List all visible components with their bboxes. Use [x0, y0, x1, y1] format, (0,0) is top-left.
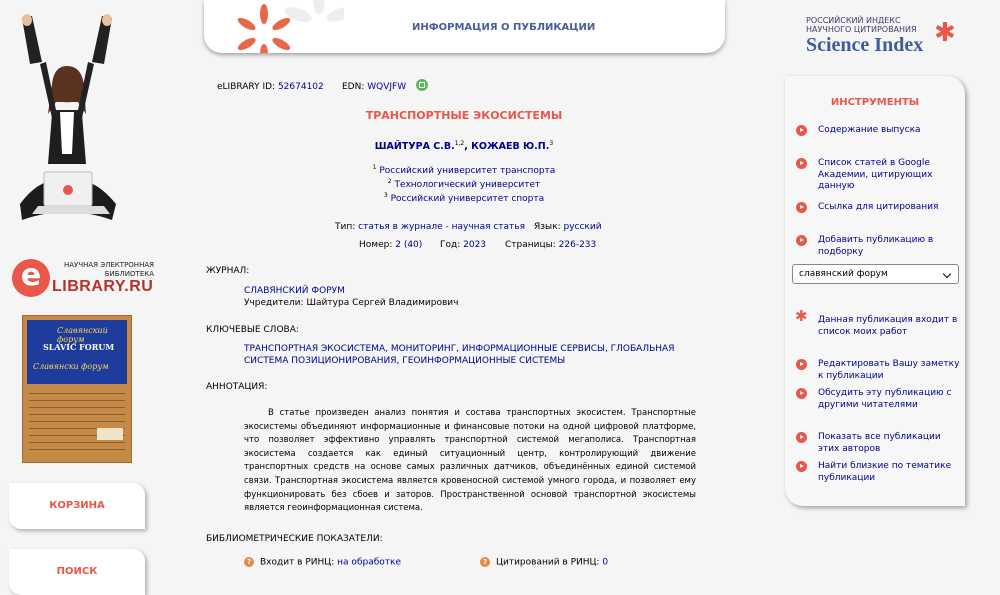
elibrary-logo[interactable]	[12, 259, 152, 299]
science-index-caption-line1: РОССИЙСКИЙ ИНДЕКС	[806, 16, 901, 25]
page-title: ИНФОРМАЦИЯ О ПУБЛИКАЦИИ	[412, 22, 596, 33]
science-index-name: Science Index	[806, 34, 924, 56]
citations-row	[480, 557, 608, 568]
year-label: Год:	[440, 240, 461, 250]
tool-label[interactable]: Ссылка для цитирования	[818, 202, 939, 212]
affiliation-2	[204, 178, 724, 190]
elibrary-id-row	[217, 82, 324, 92]
journal-section-label: ЖУРНАЛ:	[206, 266, 250, 276]
elibrary-id-value: 52674102	[277, 82, 324, 92]
affiliation-2-name[interactable]: Технологический университет	[394, 180, 541, 190]
affiliation-3	[204, 192, 724, 204]
journal-cover-image[interactable]	[23, 316, 131, 462]
help-icon[interactable]: ?	[244, 557, 254, 567]
year-row	[440, 240, 486, 250]
affiliation-3-num: 3	[383, 192, 388, 199]
tool-label[interactable]: Данная публикация входит в список моих работ	[818, 315, 958, 337]
tool-label[interactable]: Содержание выпуска	[818, 125, 921, 135]
arrow-bullet-icon	[796, 202, 807, 213]
elibrary-caption: НАУЧНАЯ ЭЛЕКТРОННАЯ БИБЛИОТЕКА	[64, 261, 154, 278]
affiliation-3-name[interactable]: Российский университет спорта	[390, 194, 545, 204]
number-row	[359, 240, 422, 250]
keywords-list[interactable]: ТРАНСПОРТНАЯ ЭКОСИСТЕМА, МОНИТОРИНГ, ИНФОРМАЦИОННЫЕ СЕРВИСЫ, ГЛОБАЛЬНАЯ СИСТЕМА ПОЗИЦИОНИРОВАНИЯ, ГЕОИНФОРМАЦИОННЫЕ СИСТЕМЫ	[244, 344, 675, 366]
publication-title: ТРАНСПОРТНЫЕ ЭКОСИСТЕМЫ	[365, 109, 563, 122]
tool-label[interactable]: Добавить публикацию в подборку	[818, 235, 934, 257]
flower-decoration-icon	[224, 0, 344, 53]
arrow-bullet-icon	[796, 461, 807, 472]
author1-sup: 1,2	[454, 140, 465, 147]
affiliation-1-num: 1	[372, 164, 377, 171]
science-index-logo[interactable]	[806, 16, 966, 60]
rinc-row	[244, 557, 401, 568]
elibrary-e-icon: e	[12, 259, 50, 297]
cover-label-box	[97, 428, 123, 440]
journal-name-link[interactable]: СЛАВЯНСКИЙ ФОРУМ	[244, 286, 345, 296]
arrow-bullet-icon	[796, 359, 807, 370]
arrow-bullet-icon	[796, 388, 807, 399]
left-column	[0, 0, 190, 575]
tools-title: ИНСТРУМЕНТЫ	[830, 97, 920, 108]
annotation-section-label: АННОТАЦИЯ:	[206, 382, 268, 392]
cover-line-1: Славянский форум	[57, 326, 108, 344]
affiliation-1	[204, 164, 724, 176]
arrow-bullet-icon	[796, 125, 807, 136]
cover-title-area	[27, 320, 127, 384]
search-button[interactable]: ПОИСК	[9, 549, 145, 595]
arrow-bullet-icon	[796, 158, 807, 169]
type-label: Тип:	[335, 222, 356, 232]
tool-label[interactable]: Показать все публикации этих авторов	[818, 432, 941, 454]
pages-value: 226-233	[558, 240, 597, 250]
help-icon[interactable]: ?	[480, 557, 490, 567]
number-value[interactable]: 2 (40)	[395, 240, 423, 250]
tool-label[interactable]: Найти близкие по тематике публикации	[818, 461, 952, 483]
language-label: Язык:	[534, 222, 561, 232]
collection-select-value: славянский форум	[799, 269, 888, 279]
type-row	[335, 222, 525, 232]
pages-row	[505, 240, 596, 250]
elibrary-name: LIBRARY.RU	[52, 278, 154, 295]
arrow-bullet-icon	[796, 432, 807, 443]
author2-sup: 3	[549, 140, 554, 147]
cover-pattern	[29, 390, 125, 456]
asterisk-icon: ✱	[934, 18, 956, 48]
edn-label: EDN:	[342, 82, 365, 92]
language-row	[534, 222, 602, 232]
cart-button[interactable]: КОРЗИНА	[9, 483, 145, 529]
citations-value: 0	[602, 557, 609, 568]
pages-label: Страницы:	[505, 240, 556, 250]
asterisk-icon: ✱	[795, 307, 808, 325]
cover-line-2: SLAVIC FORUM	[43, 342, 115, 352]
user-illustration	[12, 14, 122, 240]
page-header	[204, 0, 725, 53]
qr-code-icon[interactable]	[416, 79, 428, 91]
number-label: Номер:	[359, 240, 393, 250]
rinc-label: Входит в РИНЦ:	[260, 557, 335, 568]
chevron-down-icon	[943, 270, 951, 278]
tool-label[interactable]: Редактировать Вашу заметку к публикации	[818, 359, 960, 381]
founder-label: Учредители:	[244, 298, 304, 308]
edn-row	[342, 82, 406, 92]
citations-label: Цитирований в РИНЦ:	[496, 557, 600, 568]
cover-line-3: Славянски форум	[33, 362, 109, 371]
type-value: статья в журнале - научная статья	[358, 222, 526, 232]
journal-founder-row	[244, 298, 458, 308]
elibrary-id-label: eLIBRARY ID:	[217, 82, 276, 92]
tool-label[interactable]: Список статей в Google Академии, цитирующих данную	[818, 158, 933, 191]
tools-panel	[785, 76, 965, 506]
author-link-2[interactable]: КОЖАЕВ Ю.П.	[471, 141, 550, 153]
author-link-1[interactable]: ШАЙТУРА С.В.	[374, 141, 455, 153]
rinc-value[interactable]: на обработке	[337, 557, 401, 568]
science-index-caption-line2: НАУЧНОГО ЦИТИРОВАНИЯ	[806, 25, 917, 34]
edn-value: WQVJFW	[367, 82, 407, 92]
arrow-bullet-icon	[796, 235, 807, 246]
year-value: 2023	[463, 240, 487, 250]
tool-label[interactable]: Обсудить эту публикацию с другими читателями	[818, 388, 952, 410]
founder-value: Шайтура Сергей Владимирович	[306, 298, 459, 308]
language-value: русский	[563, 222, 602, 232]
affiliation-1-name[interactable]: Российский университет транспорта	[379, 166, 556, 176]
biblio-section-label: БИБЛИОМЕТРИЧЕСКИЕ ПОКАЗАТЕЛИ:	[206, 534, 383, 544]
affiliation-2-num: 2	[387, 178, 392, 185]
annotation-text: В статье произведен анализ понятия и состава транспортных экосистем. Транспортные экосистемы объединяют информационные и финансовые потоки на одной цифровой платформе, что позволяет эффективно управлять транспортной системой мегаполиса. Транспортная экосистема создается как единый ситуационный центр, контролирующий движение транспортных средств на основе самых различных датчиков, объединённых единой системой связи. Транспортная экосистема является кровеносной системой умного города, и позволяет ему функционировать без сбоев и заторов. Пространственной основой транспортной экосистемы является геоинформационная система.	[244, 408, 696, 514]
authors-row: ШАЙТУРА С.В.$^{1,2}$, КОЖАЕВ Ю.П.$^3$	[374, 140, 554, 153]
collection-select[interactable]	[792, 264, 959, 284]
keywords-section-label: КЛЮЧЕВЫЕ СЛОВА:	[206, 325, 299, 335]
